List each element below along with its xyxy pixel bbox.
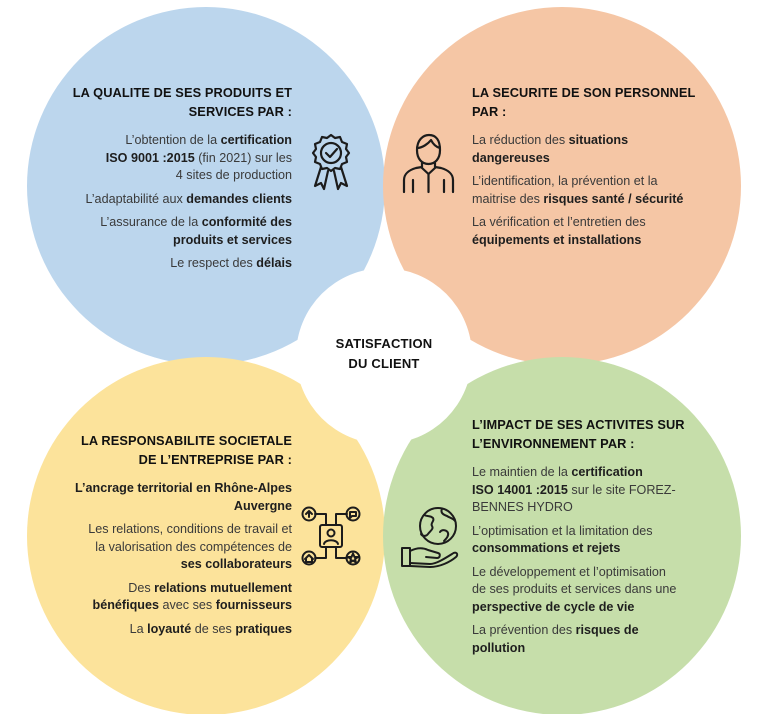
bold-run: situations bbox=[568, 133, 629, 147]
responsibility-panel bbox=[56, 432, 292, 638]
text-line bbox=[60, 255, 292, 273]
text-line bbox=[60, 191, 292, 209]
text-run: maitrise des bbox=[472, 191, 544, 206]
bold-run: produits et services bbox=[173, 232, 292, 247]
text-run: La bbox=[129, 621, 148, 636]
bold-run: ses collaborateurs bbox=[180, 557, 292, 571]
center-line-2: DU CLIENT bbox=[348, 356, 420, 371]
text-run: de ses produits et services dans une bbox=[472, 582, 677, 596]
environment-title bbox=[472, 416, 722, 453]
text-line bbox=[472, 191, 722, 209]
quality-panel bbox=[60, 84, 292, 273]
safety-title-line-1: LA SECURITE DE SON PERSONNEL bbox=[472, 85, 696, 100]
bold-run: Auvergne bbox=[233, 498, 292, 513]
text-line bbox=[472, 640, 722, 658]
responsibility-title-line-1: LA RESPONSABILITE SOCIETALE bbox=[80, 433, 292, 448]
text-line bbox=[472, 581, 722, 599]
bold-run: demandes clients bbox=[186, 191, 292, 206]
text-line bbox=[472, 132, 722, 150]
text-run: Des bbox=[128, 580, 155, 595]
text-run: Le développement et l’optimisation bbox=[472, 564, 666, 579]
text-run: BENNES HYDRO bbox=[472, 500, 573, 514]
text-run: L’optimisation et la limitation des bbox=[472, 523, 653, 538]
safety-title-line-2: PAR : bbox=[472, 103, 507, 119]
bold-run: L’ancrage territorial en Rhône-Alpes bbox=[75, 481, 292, 495]
text-line bbox=[56, 597, 292, 615]
quality-title bbox=[60, 84, 292, 121]
text-run: sur le site FOREZ- bbox=[567, 482, 676, 497]
text-run: (fin 2021) sur les bbox=[194, 150, 292, 165]
text-run: La réduction des bbox=[472, 133, 569, 147]
text-run: Le respect des bbox=[170, 256, 257, 270]
bold-run: certification bbox=[220, 133, 292, 147]
text-line bbox=[472, 564, 722, 582]
quality-title-line-1: LA QUALITE DE SES PRODUITS ET bbox=[72, 85, 292, 100]
text-line bbox=[56, 480, 292, 498]
text-line bbox=[472, 150, 722, 168]
bold-run: consommations et rejets bbox=[472, 541, 621, 555]
text-run: Le maintien de la bbox=[472, 465, 572, 479]
bold-run: fournisseurs bbox=[215, 598, 292, 612]
text-run: L’identification, la prévention et la bbox=[472, 174, 658, 188]
text-run: de ses bbox=[191, 621, 236, 636]
text-line bbox=[60, 214, 292, 232]
text-line bbox=[472, 214, 722, 232]
center-line-1: SATISFACTION bbox=[335, 336, 433, 351]
safety-list bbox=[472, 132, 722, 249]
award-ribbon-icon bbox=[304, 132, 358, 194]
bold-run: dangereuses bbox=[472, 150, 550, 165]
text-line bbox=[60, 167, 292, 185]
bold-run: ISO 9001 :2015 bbox=[105, 150, 195, 165]
bold-run: loyauté bbox=[147, 621, 192, 636]
bold-run: certification bbox=[571, 465, 643, 479]
text-run: L’adaptabilité aux bbox=[85, 191, 187, 206]
globe-in-hand-icon bbox=[400, 504, 466, 568]
bold-run: bénéfiques bbox=[92, 598, 159, 612]
text-run: 4 sites de production bbox=[175, 168, 292, 182]
text-line bbox=[56, 521, 292, 539]
text-line bbox=[60, 232, 292, 250]
center-label bbox=[314, 334, 454, 374]
bold-run: conformité des bbox=[201, 215, 292, 229]
text-run: La prévention des bbox=[472, 623, 576, 637]
environment-panel bbox=[472, 416, 722, 657]
text-line bbox=[56, 539, 292, 557]
bold-run: risques de bbox=[575, 623, 639, 637]
bold-run: pollution bbox=[472, 640, 526, 655]
responsibility-title bbox=[56, 432, 292, 469]
text-line bbox=[472, 622, 722, 640]
safety-title bbox=[472, 84, 722, 121]
text-run: la valorisation des compétences de bbox=[95, 539, 292, 554]
bold-run: ISO 14001 :2015 bbox=[472, 482, 568, 497]
text-line bbox=[60, 150, 292, 168]
text-line bbox=[56, 556, 292, 574]
environment-title-line-1: L’IMPACT DE SES ACTIVITES SUR bbox=[472, 417, 685, 432]
bold-run: pratiques bbox=[235, 621, 292, 636]
safety-panel bbox=[472, 84, 722, 249]
bold-run: risques santé / sécurité bbox=[543, 191, 684, 206]
text-run: avec ses bbox=[159, 598, 216, 612]
text-line bbox=[56, 580, 292, 598]
text-line bbox=[56, 498, 292, 516]
text-line bbox=[472, 499, 722, 517]
quality-title-line-2: SERVICES PAR : bbox=[188, 103, 292, 119]
bold-run: relations mutuellement bbox=[154, 580, 292, 595]
bold-run: équipements et installations bbox=[472, 232, 642, 247]
environment-title-line-2: L’ENVIRONNEMENT PAR : bbox=[472, 435, 635, 451]
text-run: L’assurance de la bbox=[100, 215, 202, 229]
text-line bbox=[472, 464, 722, 482]
text-line bbox=[472, 523, 722, 541]
text-line bbox=[56, 621, 292, 639]
text-line bbox=[472, 232, 722, 250]
text-run: L’obtention de la bbox=[125, 133, 221, 147]
text-run: La vérification et l’entretien des bbox=[472, 215, 646, 229]
responsibility-title-line-2: DE L’ENTREPRISE PAR : bbox=[138, 451, 292, 467]
text-line bbox=[472, 599, 722, 617]
bold-run: délais bbox=[256, 256, 292, 270]
worker-person-icon bbox=[400, 132, 456, 194]
quality-list bbox=[60, 132, 292, 273]
responsibility-list bbox=[56, 480, 292, 638]
text-run: Les relations, conditions de travail et bbox=[88, 522, 292, 536]
text-line bbox=[60, 132, 292, 150]
environment-list bbox=[472, 464, 722, 657]
text-line bbox=[472, 173, 722, 191]
text-line bbox=[472, 540, 722, 558]
bold-run: perspective de cycle de vie bbox=[472, 599, 635, 614]
network-people-icon bbox=[300, 505, 362, 567]
text-line bbox=[472, 482, 722, 500]
